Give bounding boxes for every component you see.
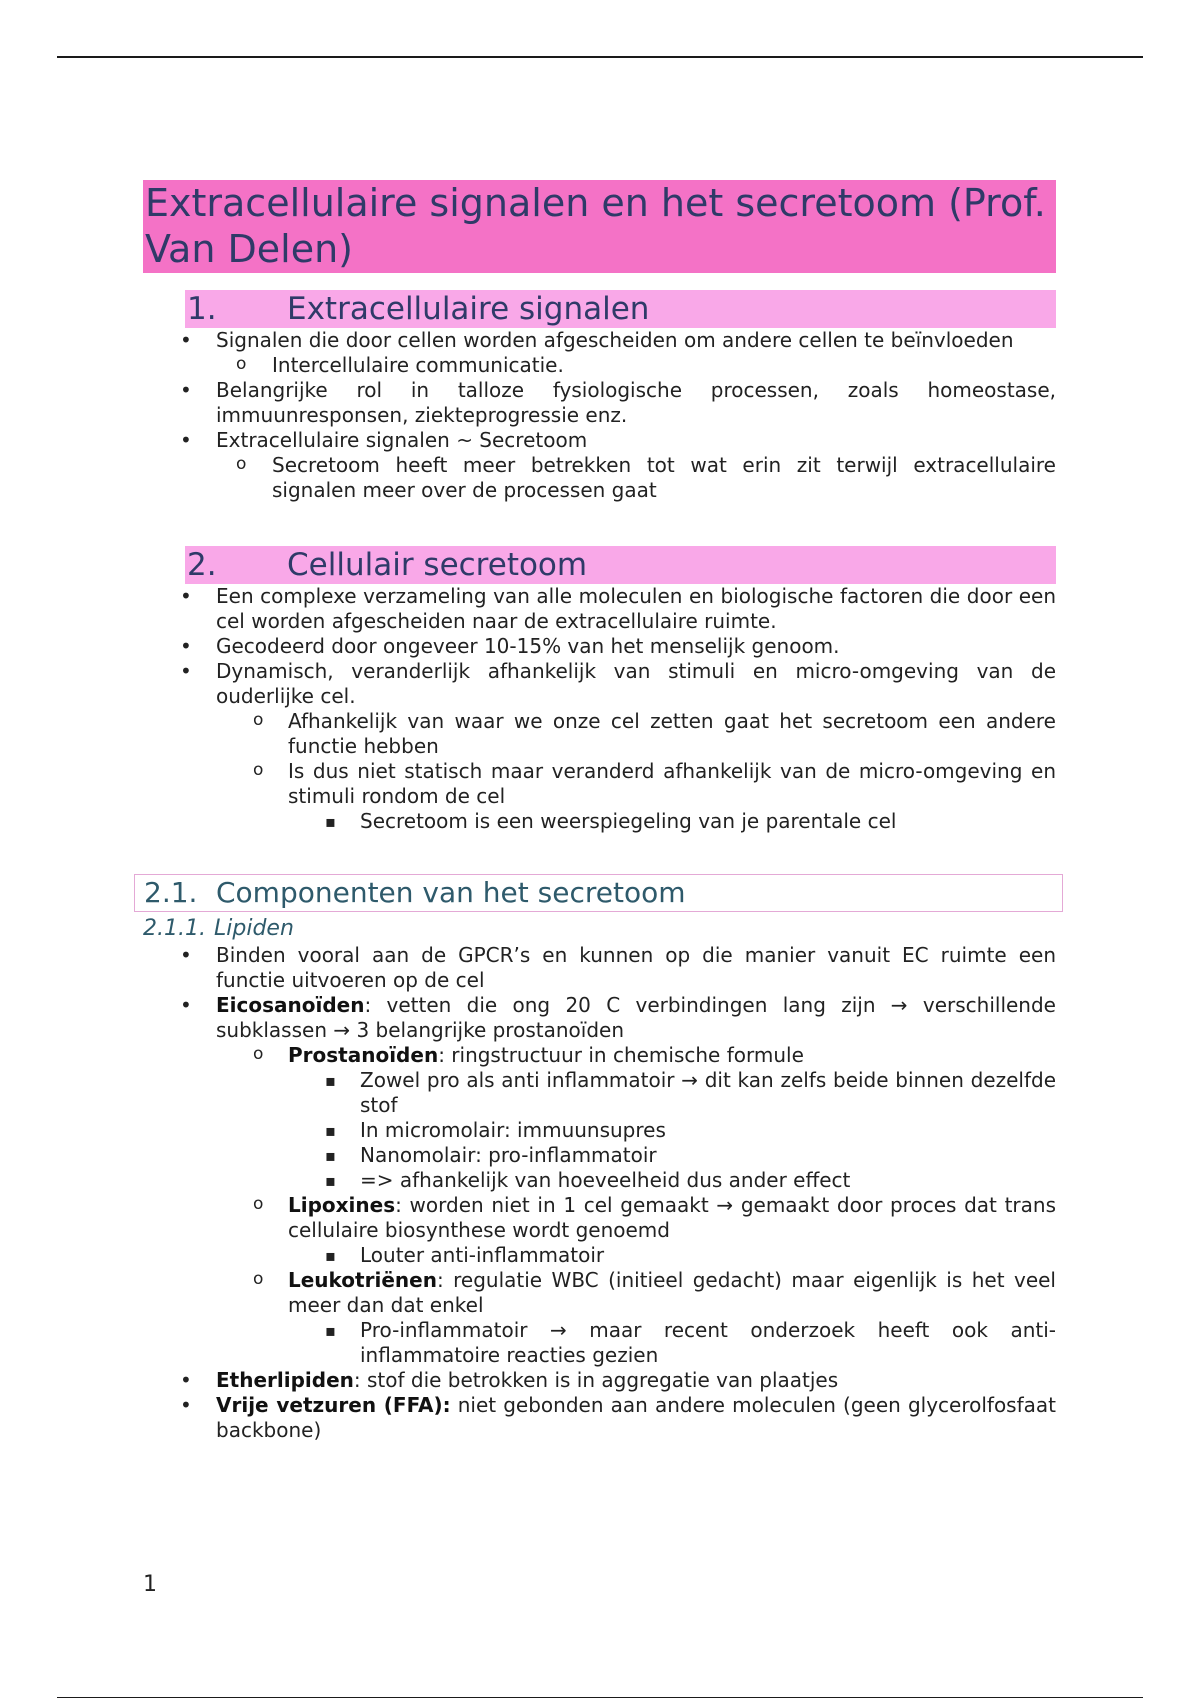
- footer-rule: [57, 1697, 1143, 1698]
- header-rule: [57, 56, 1143, 58]
- heading-text: Extracellulaire signalen: [287, 291, 650, 327]
- document-body: [143, 180, 1056, 1443]
- heading-text: Lipiden: [214, 916, 294, 941]
- list-item: • Dynamisch, veranderlijk afhankelijk van stimuli en micro-omgeving van de ouderlijke cel.: [143, 659, 1056, 709]
- list-item: ▪ Nanomolair: pro-inflammatoir: [143, 1143, 1056, 1168]
- page-number: 1: [143, 1572, 157, 1597]
- list-item: o Is dus niet statisch maar veranderd afhankelijk van de micro-omgeving en stimuli rondom de cel: [143, 759, 1056, 809]
- list-item: ▪ => afhankelijk van hoeveelheid dus ander effect: [143, 1168, 1056, 1193]
- term: Lipoxines: [288, 1193, 396, 1217]
- term: Prostanoïden: [288, 1043, 439, 1067]
- list-item: o Prostanoïden: ringstructuur in chemische formule: [143, 1043, 1056, 1068]
- list-item: • Belangrijke rol in talloze fysiologische processen, zoals homeostase, immuunresponsen, ziekteprogressie enz.: [143, 378, 1056, 428]
- term: Etherlipiden: [216, 1368, 354, 1392]
- list-item: • Gecodeerd door ongeveer 10-15% van het menselijk genoom.: [143, 634, 1056, 659]
- heading-section-2-1-1: [143, 915, 1056, 943]
- list-item: o Leukotriënen: regulatie WBC (initieel gedacht) maar eigenlijk is het veel meer dan dat enkel: [143, 1268, 1056, 1318]
- list-item: ▪ Secretoom is een weerspiegeling van je parentale cel: [143, 809, 1056, 834]
- section-2-list: [143, 584, 1056, 834]
- heading-section-2-1: [134, 874, 1063, 912]
- section-1-list: [143, 328, 1056, 503]
- document-title: Extracellulaire signalen en het secretoom (Prof. Van Delen): [143, 180, 1056, 273]
- list-item: o Secretoom heeft meer betrekken tot wat erin zit terwijl extracellulaire signalen meer over de processen gaat: [143, 453, 1056, 503]
- heading-number: 1.: [187, 291, 217, 327]
- heading-section-1: [185, 290, 1056, 328]
- list-item: • Een complexe verzameling van alle moleculen en biologische factoren die door een cel worden afgescheiden naar de extracellulaire ruimte.: [143, 584, 1056, 634]
- term: Vrije vetzuren (FFA):: [216, 1393, 451, 1417]
- list-item: • Eicosanoïden: vetten die ong 20 C verbindingen lang zijn → verschillende subklassen → 3 belangrijke prostanoïden: [143, 993, 1056, 1043]
- list-item: ▪ In micromolair: immuunsupres: [143, 1118, 1056, 1143]
- heading-number: 2.1.1.: [143, 916, 206, 941]
- list-item: • Vrije vetzuren (FFA): niet gebonden aan andere moleculen (geen glycerolfosfaat backbone): [143, 1393, 1056, 1443]
- list-item: o Intercellulaire communicatie.: [143, 353, 1056, 378]
- term: Leukotriënen: [288, 1268, 437, 1292]
- list-item: • Binden vooral aan de GPCR’s en kunnen op die manier vanuit EC ruimte een functie uitvoeren op de cel: [143, 943, 1056, 993]
- heading-text: Componenten van het secretoom: [216, 876, 686, 909]
- list-item: ▪ Pro-inflammatoir → maar recent onderzoek heeft ook anti-inflammatoire reacties gezien: [143, 1318, 1056, 1368]
- term: Eicosanoïden: [216, 993, 365, 1017]
- list-item: o Lipoxines: worden niet in 1 cel gemaakt → gemaakt door proces dat trans cellulaire biosynthese wordt genoemd: [143, 1193, 1056, 1243]
- heading-number: 2.1.: [144, 876, 198, 909]
- heading-text: Cellulair secretoom: [287, 547, 588, 583]
- heading-number: 2.: [187, 547, 217, 583]
- list-item: • Signalen die door cellen worden afgescheiden om andere cellen te beïnvloeden: [143, 328, 1056, 353]
- list-item: ▪ Louter anti-inflammatoir: [143, 1243, 1056, 1268]
- list-item: • Etherlipiden: stof die betrokken is in aggregatie van plaatjes: [143, 1368, 1056, 1393]
- section-2-1-1-list: [143, 943, 1056, 1443]
- list-item: o Afhankelijk van waar we onze cel zetten gaat het secretoom een andere functie hebben: [143, 709, 1056, 759]
- list-item: • Extracellulaire signalen ~ Secretoom: [143, 428, 1056, 453]
- heading-section-2: [185, 546, 1056, 584]
- list-item: ▪ Zowel pro als anti inflammatoir → dit kan zelfs beide binnen dezelfde stof: [143, 1068, 1056, 1118]
